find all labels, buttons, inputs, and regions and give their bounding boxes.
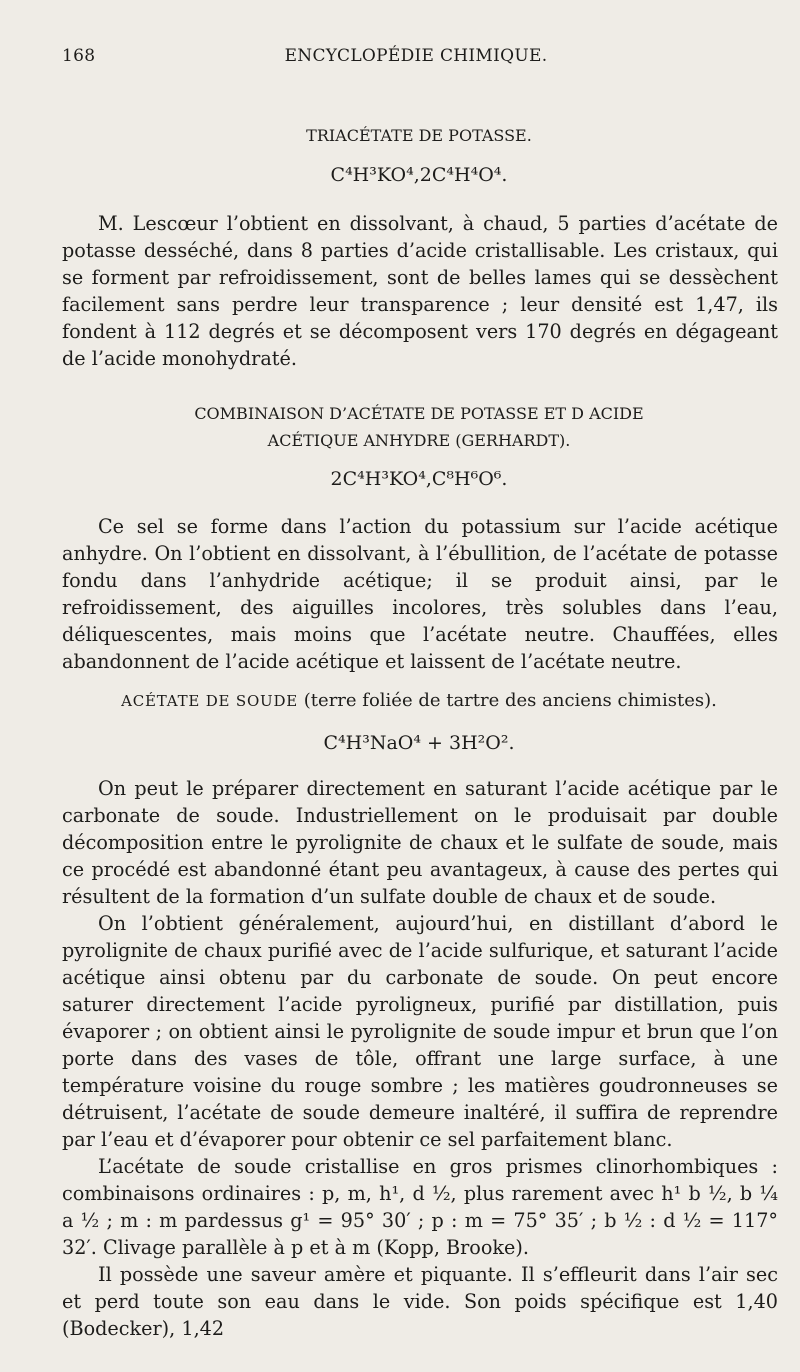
section-title-acetate-soude (62, 690, 776, 711)
running-title: ENCYCLOPÉDIE CHIMIQUE. (284, 46, 548, 66)
paragraph-text: Ce sel se forme dans l’action du potassium sur l’acide acétique anhydre. On l’obtient en dissolvant, à l’ébullition, de l’acétate de potasse fondu dans l’anhydride acétique; il se produit ainsi, par le refroidissement, des aiguilles incolores, très solubles dans l’eau, déliquescentes, mais moins que l’acétate neutre. Chauffées, elles abandonnent de l’acide acétique et laissent de l’acétate neutre. (62, 515, 778, 673)
paragraph-text: M. Lescœur l’obtient en dissolvant, à chaud, 5 parties d’acétate de potasse desséché, dans 8 parties d’acide cristallisable. Les cristaux, qui se forment par refroidissement, sont de belles lames qui se dessèchent facilement sans perdre leur transparence ; leur densité est 1,47, ils fondent à 112 degrés et se décomposent vers 170 degrés en dégageant de l’acide monohydraté. (62, 212, 778, 370)
paragraph-combinaison (62, 513, 778, 675)
paragraph-obtention: On l’obtient généralement, aujourd’hui, en distillant d’abord le pyrolignite de chaux purifié avec de l’acide sulfurique, et saturant l’acide acétique ainsi obtenu par du carbonate de soude. On peut encore saturer directement l’acide pyroligneux, purifié par distillation, puis évaporer ; on obtient ainsi le pyrolignite de soude impur et brun que l’on porte dans des vases de tôle, offrant une large surface, à une température voisine du rouge sombre ; les matières goudronneuses se détruisent, l’acétate de soude demeure inaltéré, il suffira de reprendre par l’eau et d’évaporer pour obtenir ce sel parfaitement blanc. (62, 912, 778, 1151)
paragraph-triacetate (62, 210, 778, 372)
page-number: 168 (62, 46, 96, 66)
paragraph-proprietes: Il possède une saveur amère et piquante. Il s’effleurit dans l’air sec et perd toute son eau dans le vide. Son poids spécifique est 1,40 (Bodecker), 1,42 (62, 1263, 778, 1340)
section-title-subtitle: (terre foliée de tartre des anciens chimistes). (298, 690, 717, 711)
formula-combinaison: 2C⁴H³KO⁴,C⁸H⁶O⁶. (330, 468, 508, 490)
section-title-triacetate: TRIACÉTATE DE POTASSE. (306, 126, 532, 145)
page-header (62, 46, 770, 70)
section-title-caps: ACÉTATE DE SOUDE (121, 692, 299, 710)
formula-triacetate: C⁴H³KO⁴,2C⁴H⁴O⁴. (330, 164, 508, 186)
paragraph-preparation: On peut le préparer directement en saturant l’acide acétique par le carbonate de soude. Industriellement on le produisait par double décomposition entre le pyrolignite de chaux et le sulfate de soude, mais ce procédé est abandonné étant peu avantageux, à cause des pertes qui résultent de la formation d’un sulfate double de chaux et de soude. (62, 777, 778, 908)
paragraph-cristallisation: L’acétate de soude cristallise en gros prismes clinorhombiques : combinaisons ordinaires : p, m, h¹, d ½, plus rarement avec h¹ b ½, b ¼ a ½ ; m : m pardessus g¹ = 95° 30′ ; p : m = 75° 35′ ; b ½ : d ½ = 117° 32′. Clivage parallèle à p et à m (Kopp, Brooke). (62, 1155, 778, 1259)
section-title-combinaison-line1: COMBINAISON D’ACÉTATE DE POTASSE ET D ACIDE (194, 404, 644, 423)
paragraphs-acetate-soude (62, 775, 778, 1342)
formula-acetate-soude: C⁴H³NaO⁴ + 3H²O². (323, 732, 515, 754)
section-title-combinaison-line2: ACÉTIQUE ANHYDRE (GERHARDT). (267, 431, 571, 450)
